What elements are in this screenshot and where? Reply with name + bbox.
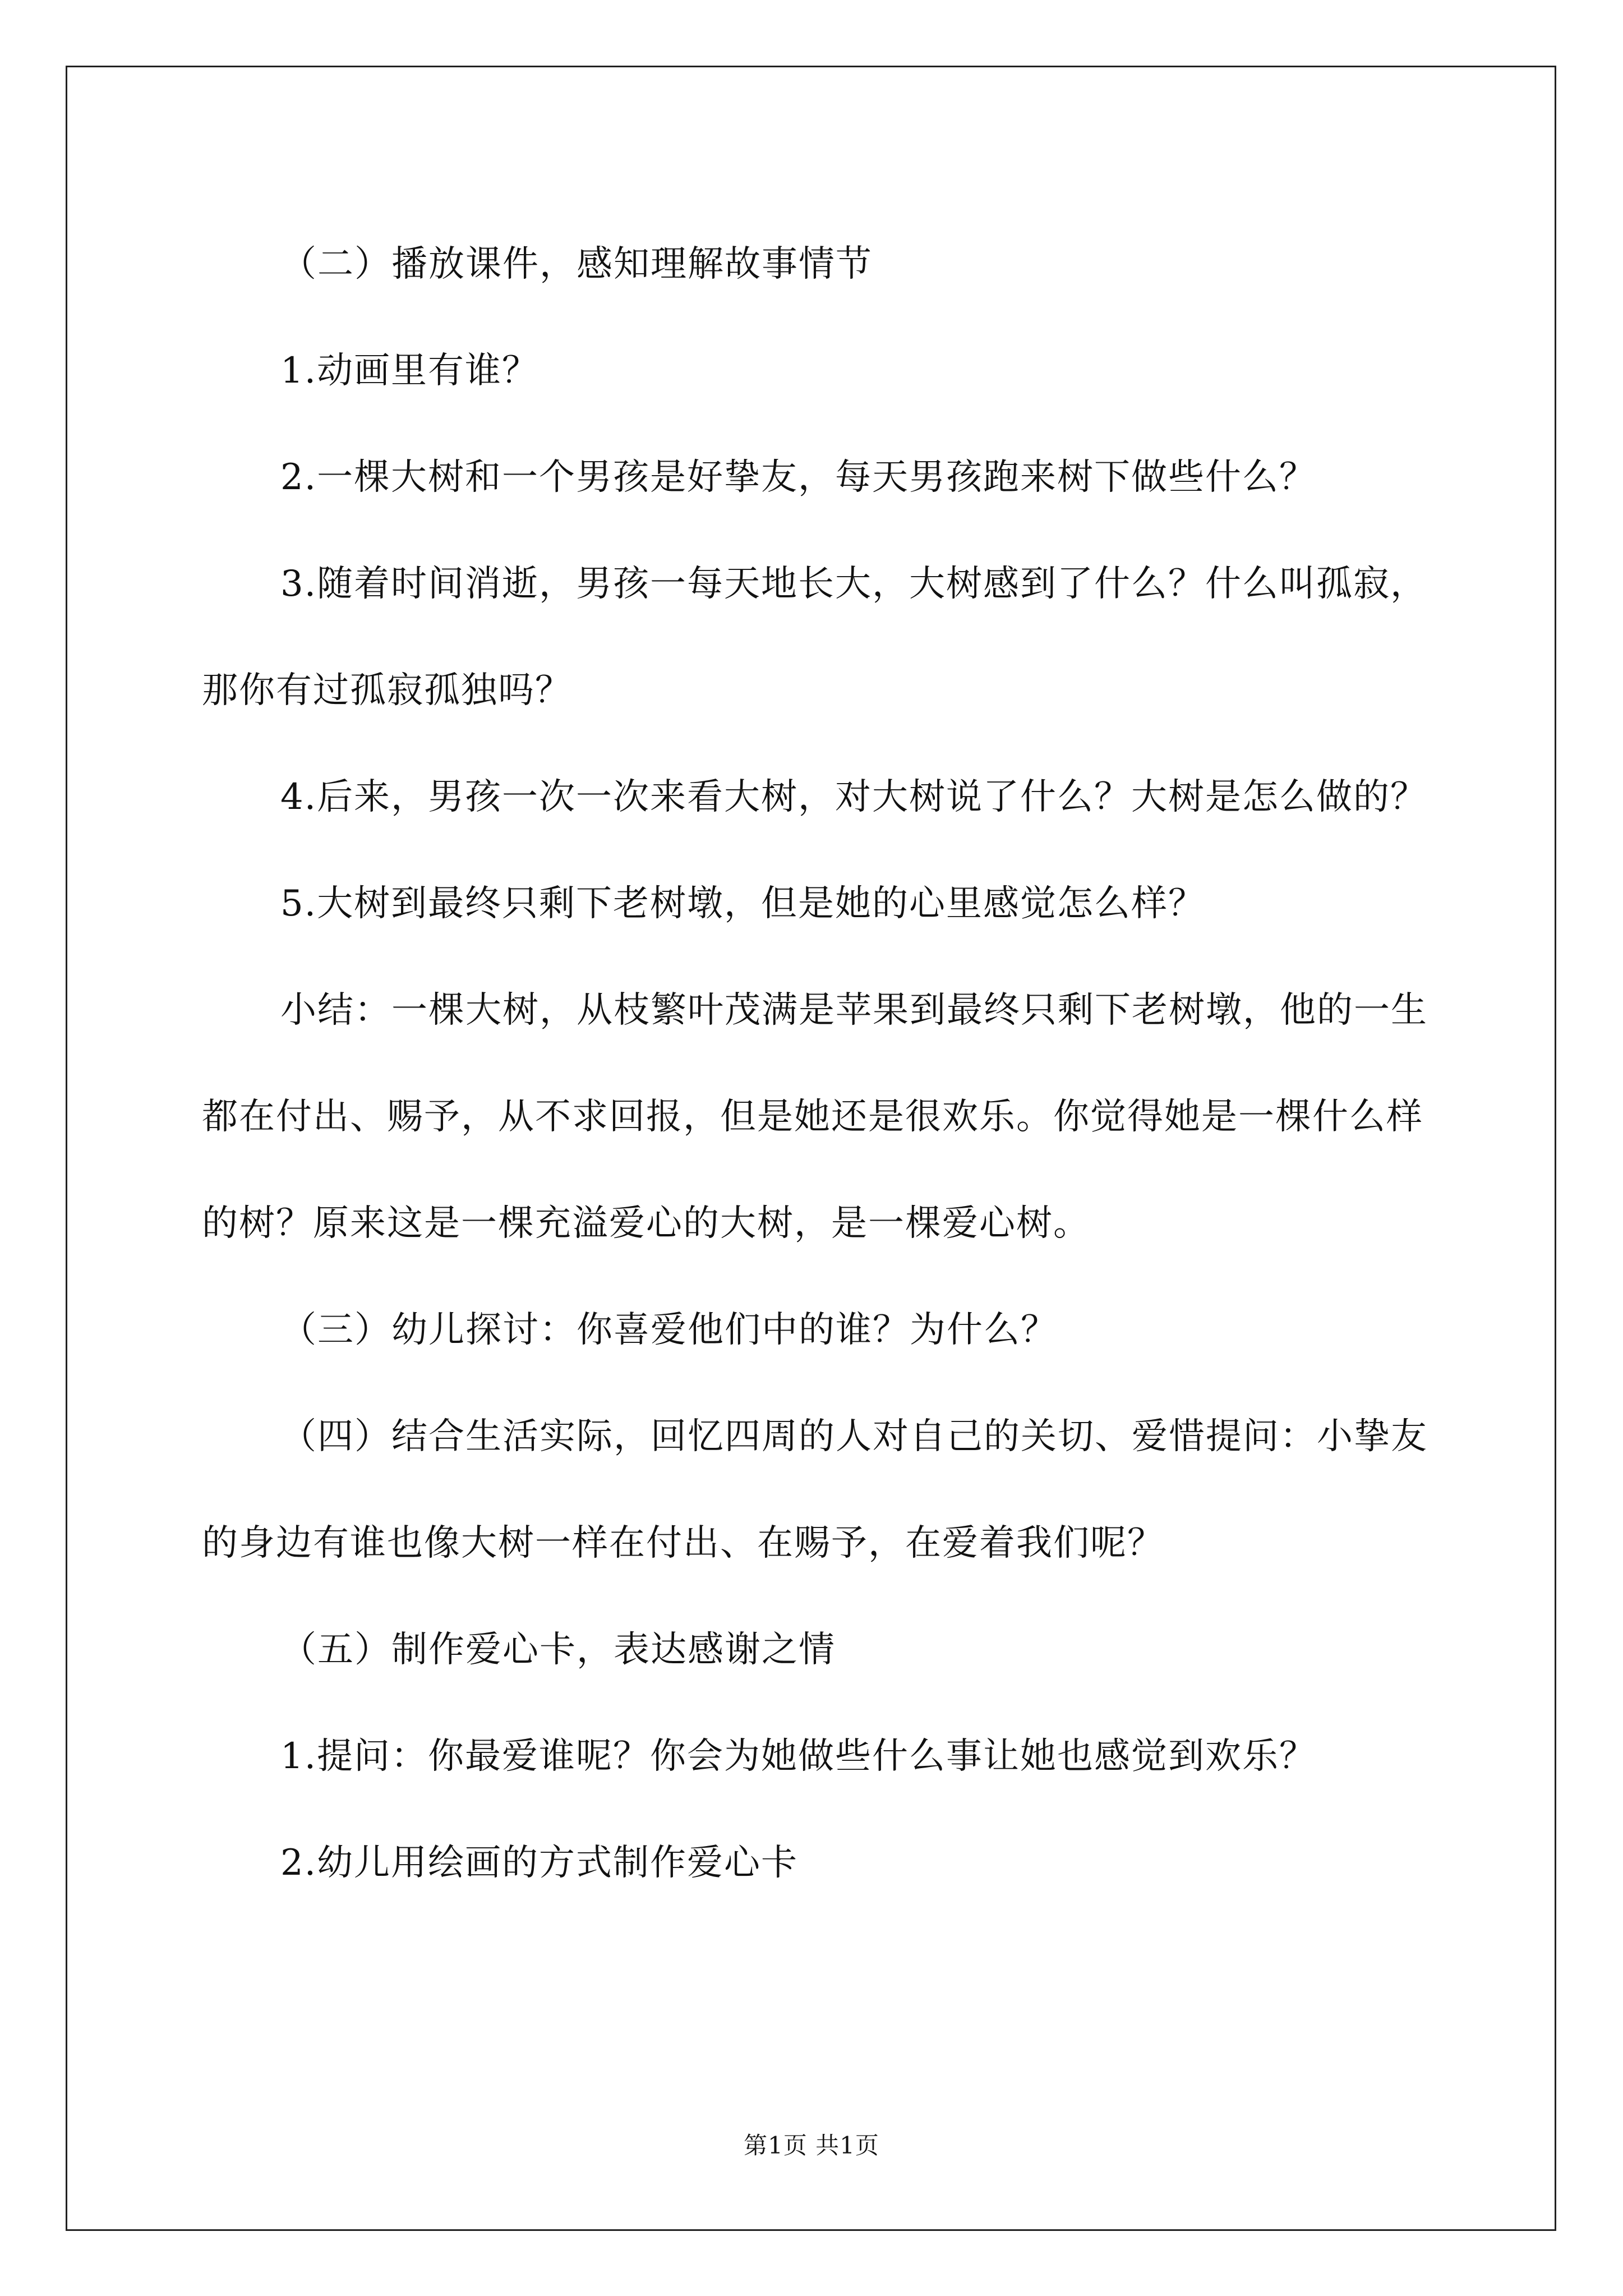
paragraph: 2.一棵大树和一个男孩是好挚友，每天男孩跑来树下做些什么？ (280, 457, 1317, 498)
paragraph: （四）结合生活实际，回忆四周的人对自己的关切、爱惜提问：小挚友的身边有谁也像大树一样在付出、在赐予，在爱着我们呢？ (202, 1416, 1428, 1564)
document-body (202, 211, 1436, 1916)
paragraph: 1.动画里有谁？ (280, 350, 540, 392)
page-footer: 第1页 共1页 (744, 2132, 879, 2159)
paragraph: （二）播放课件，感知理解故事情节 (280, 243, 873, 285)
paragraph: 5.大树到最终只剩下老树墩，但是她的心里感觉怎么样？ (280, 883, 1206, 924)
paragraph: 3.随着时间消逝，男孩一每天地长大，大树感到了什么？什么叫孤寂，那你有过孤寂孤独吗？ (202, 563, 1428, 711)
paragraph: （五）制作爱心卡，表达感谢之情 (280, 1629, 836, 1671)
paragraph: 1.提问：你最爱谁呢？你会为她做些什么事让她也感觉到欢乐？ (280, 1736, 1317, 1777)
paragraph: 小结：一棵大树，从枝繁叶茂满是苹果到最终只剩下老树墩，他的一生都在付出、赐予，从不求回报，但是她还是很欢乐。你觉得她是一棵什么样的树？原来这是一棵充溢爱心的大树，是一棵爱心树。 (202, 990, 1428, 1244)
paragraph: 4.后来，男孩一次一次来看大树，对大树说了什么？大树是怎么做的？ (280, 776, 1428, 818)
paragraph: （三）幼儿探讨：你喜爱他们中的谁？为什么？ (280, 1309, 1058, 1351)
paragraph: 2.幼儿用绘画的方式制作爱心卡 (280, 1842, 799, 1884)
